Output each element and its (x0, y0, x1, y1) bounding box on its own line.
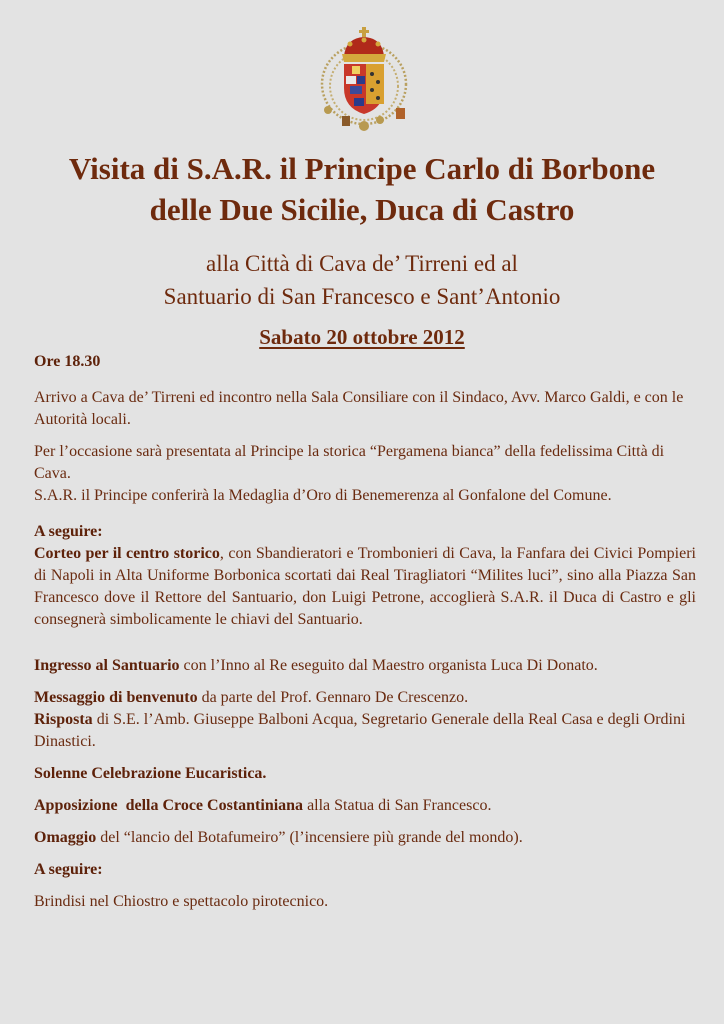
apposizione-bold: Apposizione della Croce Costantiniana (34, 797, 304, 814)
arrival-paragraph: Arrivo a Cava de’ Tirreni ed incontro nella Sala Consiliare con il Sindaco, Avv. Marco Galdi, e con le Autorità locali. (34, 389, 684, 428)
program-body (34, 351, 696, 913)
omaggio-bold: Omaggio (34, 829, 97, 846)
messaggio-bold: Messaggio di benvenuto (34, 689, 198, 706)
ingresso-bold: Ingresso al Santuario (34, 657, 180, 674)
subtitle-line-1: alla Città di Cava de’ Tirreni ed al (206, 251, 518, 276)
brindisi-paragraph: Brindisi nel Chiostro e spettacolo pirotecnico. (34, 893, 329, 910)
pergamena-paragraph: Per l’occasione sarà presentata al Principe la storica “Pergamena bianca” della fedelissima Città di Cava. (34, 443, 665, 482)
a-seguire-heading-1 (34, 521, 696, 543)
messaggio-text: da parte del Prof. Gennaro De Crescenzo. (197, 689, 469, 706)
celebrazione-bold: Solenne Celebrazione Eucaristica. (34, 765, 267, 782)
a-seguire-heading-2 (34, 859, 696, 881)
title-line-1: Visita di S.A.R. il Principe Carlo di Borbone (68, 151, 656, 186)
risposta-text: di S.E. l’Amb. Giuseppe Balboni Acqua, Segretario Generale della Real Casa e degli Ordini Dinastici. (34, 711, 686, 750)
corteo-bold: Corteo per il centro storico (34, 545, 220, 562)
document-subtitle (0, 247, 724, 313)
corteo-text: , con Sbandieratori e Trombonieri di Cava, la Fanfara dei Civici Pompieri di Napoli in Alta Uniforme Borbonica scortati dai Real Tiragliatori “Milites luci”, sino alla Piazza San Francesco dove il Rettore del Santuario, don Luigi Petrone, accoglierà S.A.R. il Duca di Castro e gli consegnerà simbolicamente le chiavi del Santuario. (34, 545, 697, 628)
apposizione-paragraph (34, 795, 696, 817)
risposta-paragraph (34, 709, 696, 753)
title-line-2: delle Due Sicilie, Duca di Castro (149, 192, 575, 227)
risposta-bold: Risposta (34, 711, 93, 728)
document-title (0, 148, 724, 230)
omaggio-text: del “lancio del Botafumeiro” (l’incensiere più grande del mondo). (96, 829, 523, 846)
apposizione-text: alla Statua di San Francesco. (303, 797, 492, 814)
a-seguire-text-1: A seguire: (34, 523, 103, 540)
medaglia-paragraph: S.A.R. il Principe conferirà la Medaglia d’Oro di Benemerenza al Gonfalone del Comune. (34, 487, 612, 504)
ingresso-paragraph (34, 655, 696, 677)
a-seguire-text-2: A seguire: (34, 861, 103, 878)
celebrazione-paragraph (34, 763, 696, 785)
omaggio-paragraph (34, 827, 696, 849)
subtitle-line-2: Santuario di San Francesco e Sant’Antonio (163, 284, 561, 309)
ingresso-text: con l’Inno al Re eseguito dal Maestro organista Luca Di Donato. (179, 657, 598, 674)
coat-of-arms-icon (316, 24, 412, 134)
corteo-paragraph (34, 543, 696, 631)
event-date: Sabato 20 ottobre 2012 (259, 325, 465, 349)
messaggio-paragraph (34, 687, 696, 709)
event-time-text: Ore 18.30 (34, 353, 101, 370)
event-time (34, 351, 696, 373)
